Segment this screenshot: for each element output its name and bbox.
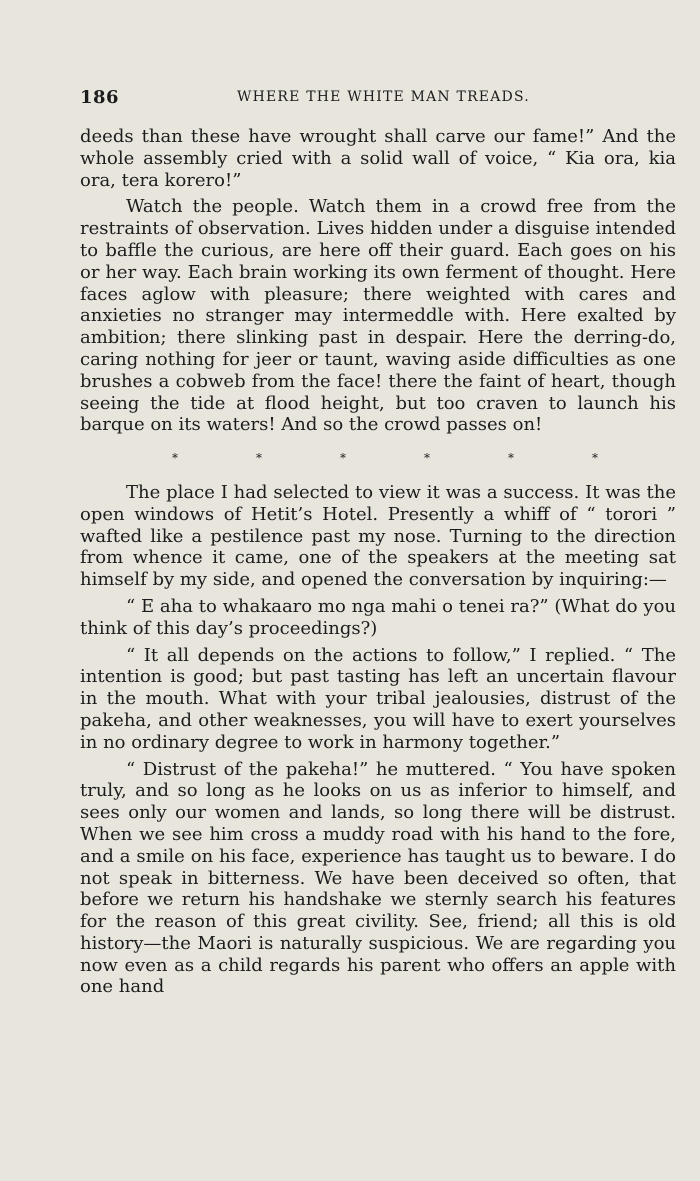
section-break-star: * — [340, 451, 346, 466]
section-break-star: * — [424, 451, 430, 466]
body-text — [80, 126, 676, 1003]
section-break — [80, 448, 676, 470]
running-title: WHERE THE WHITE MAN TREADS. — [237, 89, 530, 105]
section-break-star: * — [508, 451, 514, 466]
section-break-star: * — [256, 451, 262, 466]
section-break-star: * — [172, 451, 178, 466]
paragraph-distrust: “ Distrust of the pakeha!” he muttered. “ You have spoken truly, and so long as he looks on us as inferior to himself, and sees only our women and lands, so long there will be distrust. When we see him cross a muddy road with his hand to the fore, and a smile on his face, experience has taught us to beware. I do not speak in bitterness. We have been deceived so often, that before we return his handshake we sternly search his features for the reason of this great civility. See, friend; all this is old history—the Maori is naturally suspicious. We are regarding you now even as a child regards his parent who offers an apple with one hand — [80, 758, 676, 998]
paragraph-hotel-window: The place I had selected to view it was a success. It was the open windows of Hetit’s Hotel. Presently a whiff of “ torori ” wafted like a pestilence past my nose. Turning to the direction from whence it came, one of the speakers at the meeting sat himself by my side, and opened the conversation by inquiring:— — [80, 481, 676, 591]
paragraph-continuation: deeds than these have wrought shall carve our fame!” And the whole assembly cried with a solid wall of voice, “ Kia ora, kia ora, tera korero!” — [80, 126, 676, 191]
page-header — [80, 87, 674, 109]
page-number: 186 — [80, 87, 120, 108]
paragraph-reply: “ It all depends on the actions to follow,” I replied. “ The intention is good; but past tasting has left an uncertain flavour in the mouth. What with your tribal jealousies, distrust of the pakeha, and other weaknesses, you will have to exert yourselves in no ordinary degree to work in harmony together.” — [80, 644, 676, 753]
paragraph-maori-question: “ E aha to whakaaro mo nga mahi o tenei ra?” (What do you think of this day’s proceedings?) — [80, 595, 676, 639]
paragraph-watch-the-people: Watch the people. Watch them in a crowd free from the restraints of observation. Lives hidden under a disguise intended to baffle the curious, are here off their guard. Each goes on his or her way. Each brain working its own ferment of thought. Here faces aglow with pleasure; there weighted with cares and anxieties no stranger may intermeddle with. Here exalted by ambition; there slinking past in despair. Here the derring-do, caring nothing for jeer or taunt, waving aside difficulties as one brushes a cobweb from the face! there the faint of heart, though seeing the tide at flood height, but too craven to launch his barque on its waters! And so the crowd passes on! — [80, 196, 676, 436]
section-break-star: * — [592, 451, 598, 466]
